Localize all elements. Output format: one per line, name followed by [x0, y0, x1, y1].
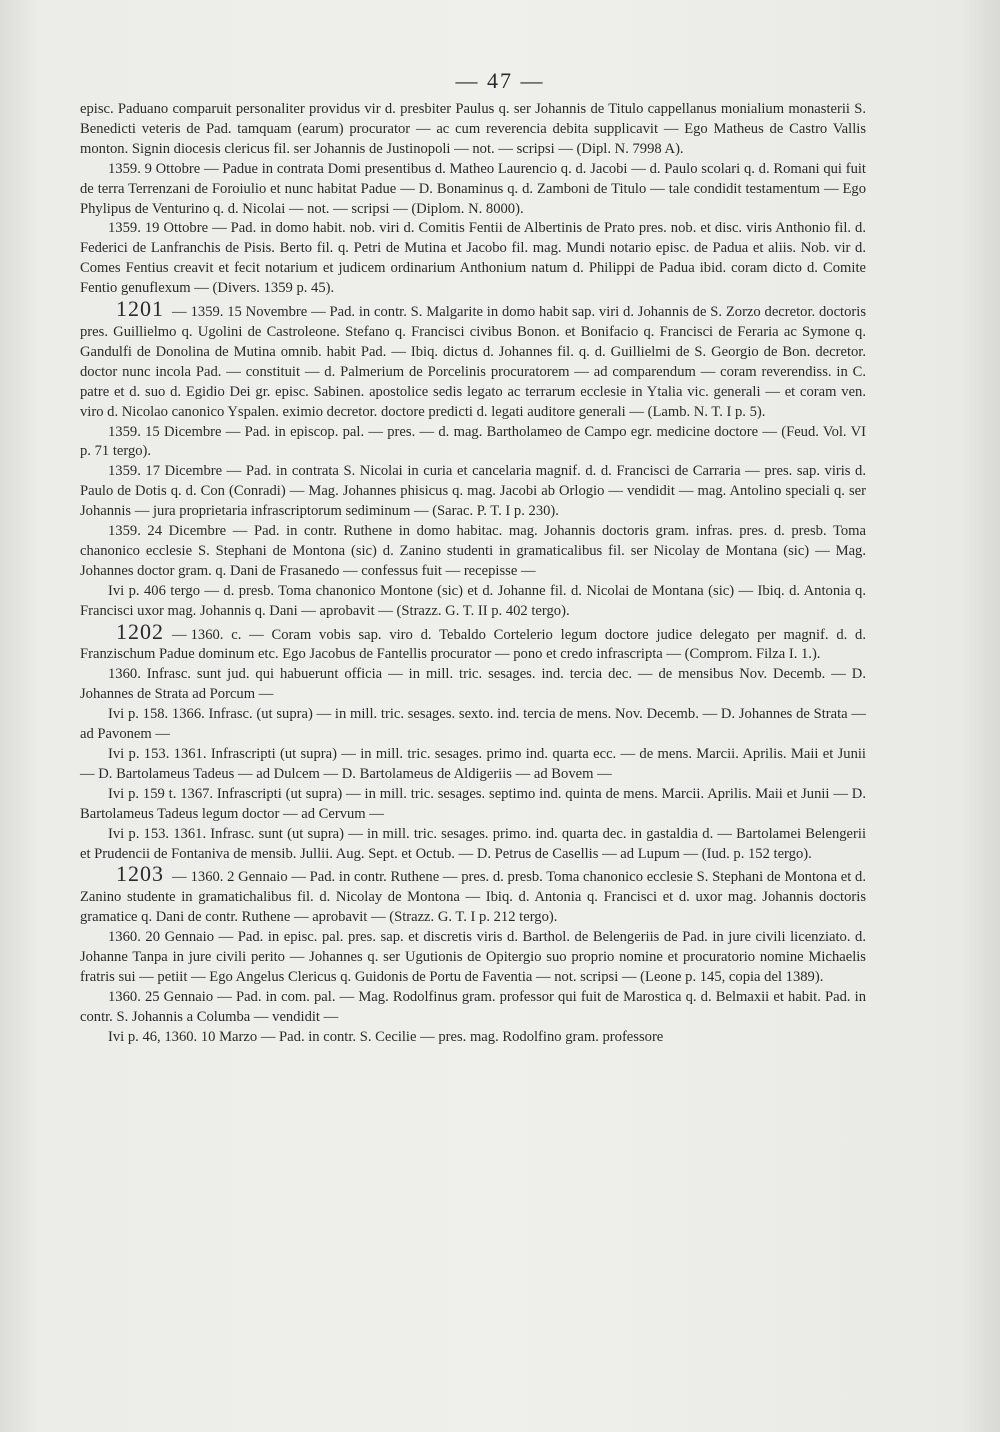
page-number: — 47 —: [455, 68, 545, 93]
entry-text: 1360. 2 Gennaio — Pad. in contr. Ruthene — pres. d. presb. Toma chanonico ecclesie S. Stephani de Montona et d. Zanino studente in gramatichalibus fil. d. Nicolay de Montona — Ibiq. d. Antonia q. Francisci et d. uxor mag. Johannis doctoris gramatice q. Dani de contr. Ruthene — aprobavit — (Strazz. G. T. I p. 212 tergo).: [80, 869, 866, 926]
entry-number: 1203: [116, 861, 164, 887]
paragraph: 1359. 17 Dicembre — Pad. in contrata S. Nicolai in curia et cancelaria magnif. d. d. Francisci de Carraria — pres. sap. viris d. Paulo de Dotis q. d. Con (Conradi) — Mag. Johannes phisicus q. mag. Jacobi ab Orlogio — vendidit — mag. Antolino speciali q. ser Johannis — jura proprietaria infrascriptorum sediminum — (Sarac. P. T. I p. 230).: [80, 463, 866, 520]
paragraph: 1360. Infrasc. sunt jud. qui habuerunt officia — in mill. tric. sesages. ind. tercia dec. — de mensibus Nov. Decemb. — D. Johannes de Strata ad Porcum —: [80, 666, 866, 703]
paragraph: 1360. 20 Gennaio — Pad. in episc. pal. pres. sap. et discretis viris d. Barthol. de Belengeriis de Pad. in jure civili licenziato. d. Johanne Tanpa in jure civili perito — Johannes q. ser Ugutionis de Opitergio suo proprio nomine et procuratorio nomine Michaelis fratris sui — petiit — Ego Angelus Clericus q. Guidonis de Portu de Faventia — not. scripsi — (Leone p. 145, copia del 1389).: [80, 929, 866, 985]
numbered-entry: [80, 618, 866, 666]
entry-rule: —: [172, 626, 187, 643]
entry-text: 1359. 15 Novembre — Pad. in contr. S. Malgarite in domo habit sap. viri d. Johannis de S. Zorzo decretor. doctoris pres. Guillielmo q. Ugolini de Castroleone. Stefano q. Francisci civibus Bonon. et Bonifacio q. Francisci de Feraria ac Symone q. Gandulfi de Donolina de Mutina omnib. habit Pad. — Ibiq. dictus d. Johannes fil. q. d. Guillielmi de S. Georgio de Bon. decretor. doctor nunc incola Pad. — constituit — d. Palmerium de Porcelinis procuratorem — ad comparendum — coram reverendiss. in C. patre et d. suo d. Egidio Dei gr. episc. Sabinen. apostolice sedis legato ac terrarum ecclesie in Ytalia vic. generali — et coram ven. viro d. Nicolao canonico Yspalen. eximio decretor. doctore predicti d. legati auditore generali — (Lamb. N. T. I p. 5).: [80, 304, 866, 420]
paragraph: 1359. 19 Ottobre — Pad. in domo habit. nob. viri d. Comitis Fentii de Albertinis de Prato pres. nob. et disc. viris Anthonio fil. d. Federici de Lanfranchis de Pisis. Berto fil. q. Petri de Mutina et Jacobo fil. mag. Mundi notario episc. de Padua et aliis. Nob. vir d. Comes Fentius creavit et fecit notarium et judicem ordinarium Anthonium natum d. Philippi de Padua ibid. coram dicto d. Comite Fentio genuflexum — (Divers. 1359 p. 45).: [80, 220, 866, 297]
document-body: [80, 100, 866, 1048]
entry-number: 1202: [116, 618, 164, 644]
paragraph: Ivi p. 159 t. 1367. Infrascripti (ut supra) — in mill. tric. sesages. septimo ind. quinta de mens. Marcii. Aprilis. Maii et Junii — D. Bartolameus Tadeus legum doctor — ad Cervum —: [80, 785, 866, 822]
paragraph: 1359. 24 Dicembre — Pad. in contr. Ruthene in domo habitac. mag. Johannis doctoris gram. infras. pres. d. presb. Toma chanonico ecclesie S. Stephani de Montona (sic) d. Zanino studenti in gramaticalibus fil. ser Nicolay de Montana (sic) — Mag. Johannes doctor gram. q. Dani de Frasanedo — confessus fuit — recepisse —: [80, 523, 866, 579]
numbered-entry: [80, 861, 866, 928]
entry-rule: —: [172, 869, 187, 886]
paragraph: 1359. 15 Dicembre — Pad. in episcop. pal. — pres. — d. mag. Bartholameo de Campo egr. medicine doctore — (Feud. Vol. VI p. 71 tergo).: [80, 423, 866, 460]
paragraph: Ivi p. 153. 1361. Infrascripti (ut supra) — in mill. tric. sesages. primo ind. quarta ecc. — de mens. Marcii. Aprilis. Maii et Junii — D. Bartolameus Tadeus — ad Dulcem — D. Bartolameus de Aldigeriis — ad Bovem —: [80, 746, 866, 782]
entry-number: 1201: [116, 296, 164, 322]
entry-rule: —: [172, 304, 187, 321]
paragraph: Ivi p. 153. 1361. Infrasc. sunt (ut supra) — in mill. tric. sesages. primo. ind. quarta dec. in gastaldia d. — Bartolamei Belengerii et Prudencii de Fontaniva de mensib. Jullii. Aug. Sept. et Octub. — D. Petrus de Casellis — ad Lupum — (Iud. p. 152 tergo).: [80, 825, 866, 862]
numbered-entry: [80, 296, 866, 422]
paragraph: episc. Paduano comparuit personaliter providus vir d. presbiter Paulus q. ser Johannis de Titulo cappellanus monialium monasterii S. Benedicti veteris de Pad. tamquam (earum) procurator — ac cum reverencia debita supplicavit — Ego Matheus de Castro Vallis monton. Signin diocesis clericus fil. ser Johannis de Justinopoli — not. — scripsi — (Dipl. N. 7998 A).: [80, 101, 866, 157]
paragraph: Ivi p. 158. 1366. Infrasc. (ut supra) — in mill. tric. sesages. sexto. ind. tercia de mens. Nov. Decemb. — D. Johannes de Strata — ad Pavonem —: [80, 706, 866, 743]
entry-text: 1360. c. — Coram vobis sap. viro d. Tebaldo Cortelerio legum doctore judice delegato per magnif. d. d. Franzischum Padue dominum etc. Ego Jacobus de Fantellis procurator — pono et credo infrascripta — (Comprom. Filza I. 1.).: [80, 626, 866, 663]
paragraph: Ivi p. 406 tergo — d. presb. Toma chanonico Montone (sic) et d. Johanne fil. d. Nicolai de Montana (sic) — Ibiq. d. Antonia q. Francisci uxor mag. Johannis q. Dani — aprobavit — (Strazz. G. T. II p. 402 tergo).: [80, 582, 866, 619]
paragraph: 1360. 25 Gennaio — Pad. in com. pal. — Mag. Rodolfinus gram. professor qui fuit de Marostica q. d. Belmaxii et habit. Pad. in contr. S. Johannis a Columba — vendidit —: [80, 988, 866, 1025]
paragraph: 1359. 9 Ottobre — Padue in contrata Domi presentibus d. Matheo Laurencio q. d. Jacobi — d. Paulo scolari q. d. Romani qui fuit de terra Terrenzani de Foroiulio et nunc habitat Padue — D. Bonaminus q. d. Zamboni de Titulo — tale condidit testamentum — Ego Phylipus de Venturino q. d. Nicolai — not. — scripsi — (Diplom. N. 8000).: [80, 160, 866, 217]
paragraph: Ivi p. 46, 1360. 10 Marzo — Pad. in contr. S. Cecilie — pres. mag. Rodolfino gram. professore: [108, 1028, 664, 1045]
